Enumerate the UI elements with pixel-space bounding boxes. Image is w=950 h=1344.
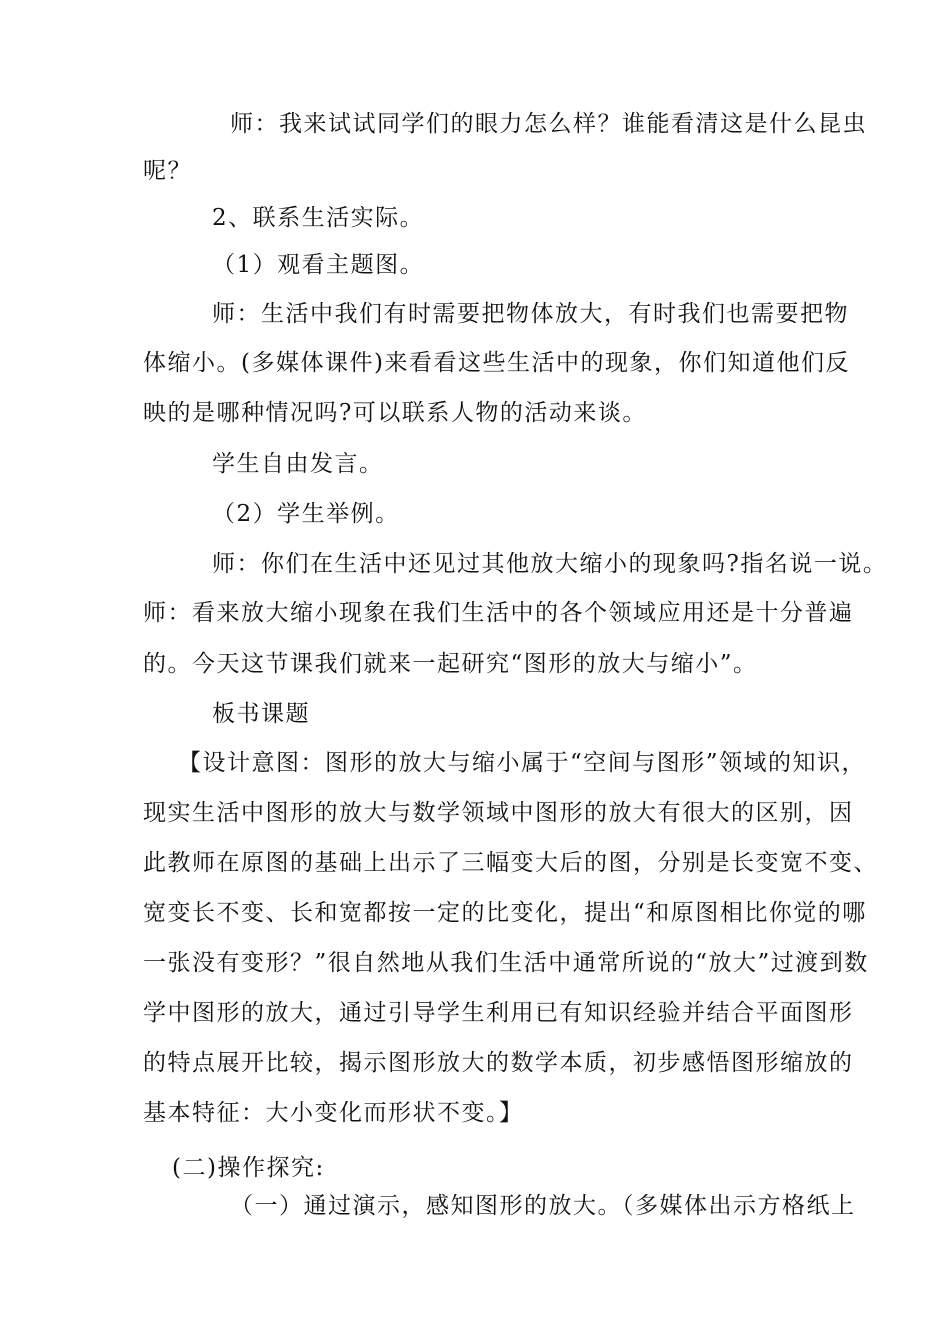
text-line: 现实生活中图形的放大与数学领域中图形的放大有很大的区别，因 bbox=[143, 800, 854, 826]
text-line: 的特点展开比较，揭示图形放大的数学本质，初步感悟图形缩放的 bbox=[143, 1050, 854, 1076]
text-line: 一张没有变形？”很自然地从我们生活中通常所说的“放大”过渡到数 bbox=[143, 950, 869, 976]
text-line: 基本特征：大小变化而形状不变。】 bbox=[143, 1100, 524, 1126]
text-line: 师：生活中我们有时需要把物体放大，有时我们也需要把物 bbox=[212, 301, 849, 327]
text-line: 呢？ bbox=[143, 158, 192, 184]
text-line: （1）观看主题图。 bbox=[212, 252, 425, 278]
text-line: 学生自由发言。 bbox=[212, 451, 384, 477]
text-line: 映的是哪种情况吗?可以联系人物的活动来谈。 bbox=[143, 400, 647, 426]
text-line: 宽变长不变、长和宽都按一定的比变化，提出“和原图相比你觉的哪 bbox=[143, 900, 867, 926]
text-line: 师：你们在生活中还见过其他放大缩小的现象吗?指名说一说。 bbox=[212, 551, 888, 577]
text-line: （2）学生举例。 bbox=[212, 501, 400, 527]
text-line: 师：我来试试同学们的眼力怎么样？谁能看清这是什么昆虫 bbox=[230, 111, 867, 137]
section-heading: (二)操作探究: bbox=[172, 1155, 325, 1181]
text-line: 体缩小。(多媒体课件)来看看这些生活中的现象，你们知道他们反 bbox=[143, 350, 850, 376]
text-line: 板书课题 bbox=[212, 701, 310, 727]
text-line: 此教师在原图的基础上出示了三幅变大后的图，分别是长变宽不变、 bbox=[143, 850, 878, 876]
text-line: 师：看来放大缩小现象在我们生活中的各个领域应用还是十分普遍 bbox=[143, 600, 854, 626]
text-line: 学中图形的放大，通过引导学生利用已有知识经验并结合平面图形 bbox=[143, 1000, 854, 1026]
text-line: 的。今天这节课我们就来一起研究“图形的放大与缩小”。 bbox=[143, 651, 758, 677]
text-line: 2、联系生活实际。 bbox=[212, 205, 425, 231]
text-line: 【设计意图：图形的放大与缩小属于“空间与图形”领域的知识， bbox=[178, 750, 867, 776]
text-line: （一）通过演示，感知图形的放大。（多媒体出示方格纸上 bbox=[230, 1193, 856, 1219]
